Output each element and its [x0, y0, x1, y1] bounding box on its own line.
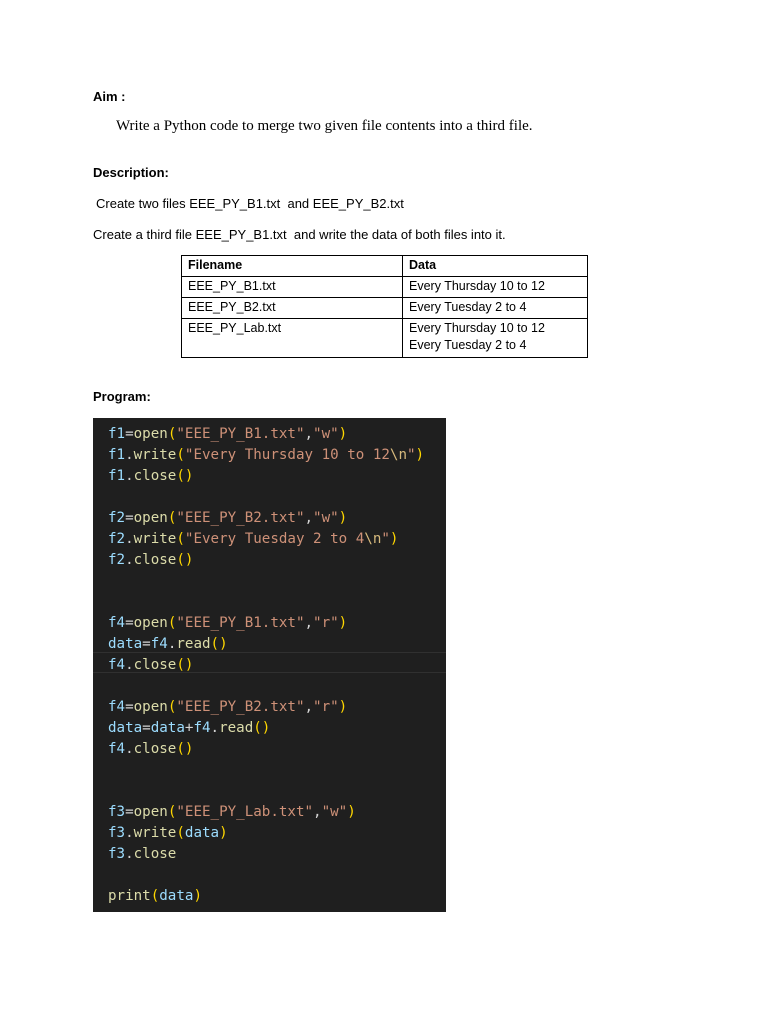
table-row — [182, 298, 588, 319]
table-cell-data-line: Every Tuesday 2 to 4 — [409, 338, 527, 352]
code-line: f4=open("EEE_PY_B1.txt","r") — [108, 615, 348, 631]
table-cell-data: Every Tuesday 2 to 4 — [403, 298, 588, 319]
code-editor-screenshot — [93, 418, 446, 912]
code-line: f4.close() — [108, 657, 194, 673]
aim-heading: Aim : — [93, 89, 126, 104]
code-line: f4.close() — [108, 741, 194, 757]
table-header-filename: Filename — [182, 256, 403, 277]
table-cell-data: Every Thursday 10 to 12 — [403, 277, 588, 298]
table-cell-filename: EEE_PY_B2.txt — [182, 298, 403, 319]
table-row — [182, 319, 588, 358]
code-line: data=data+f4.read() — [108, 720, 271, 736]
code-line: f3=open("EEE_PY_Lab.txt","w") — [108, 804, 356, 820]
code-line: f2.write("Every Tuesday 2 to 4\n") — [108, 531, 399, 547]
code-line: f3.close — [108, 846, 177, 862]
table-cell-data-line: Every Thursday 10 to 12 — [409, 321, 545, 335]
code-line: print(data) — [108, 888, 202, 904]
table-cell-filename: EEE_PY_Lab.txt — [182, 319, 403, 358]
table-cell-filename: EEE_PY_B1.txt — [182, 277, 403, 298]
code-line: f3.write(data) — [108, 825, 228, 841]
description-heading: Description: — [93, 165, 169, 180]
table-header-data: Data — [403, 256, 588, 277]
code-line: f2=open("EEE_PY_B2.txt","w") — [108, 510, 348, 526]
code-line: f1=open("EEE_PY_B1.txt","w") — [108, 426, 348, 442]
file-data-table — [181, 255, 588, 358]
table-header-row — [182, 256, 588, 277]
table-row — [182, 277, 588, 298]
program-heading: Program: — [93, 389, 151, 404]
code-line: f4=open("EEE_PY_B2.txt","r") — [108, 699, 348, 715]
aim-text: Write a Python code to merge two given file contents into a third file. — [116, 118, 533, 134]
code-line: f1.close() — [108, 468, 194, 484]
description-line-1: Create two files EEE_PY_B1.txt and EEE_PY_B2.txt — [96, 196, 404, 211]
code-line: data=f4.read() — [108, 636, 228, 652]
code-line: f1.write("Every Thursday 10 to 12\n") — [108, 447, 425, 463]
table-cell-data — [403, 319, 588, 358]
code-line: f2.close() — [108, 552, 194, 568]
description-line-2: Create a third file EEE_PY_B1.txt and write the data of both files into it. — [93, 227, 506, 242]
